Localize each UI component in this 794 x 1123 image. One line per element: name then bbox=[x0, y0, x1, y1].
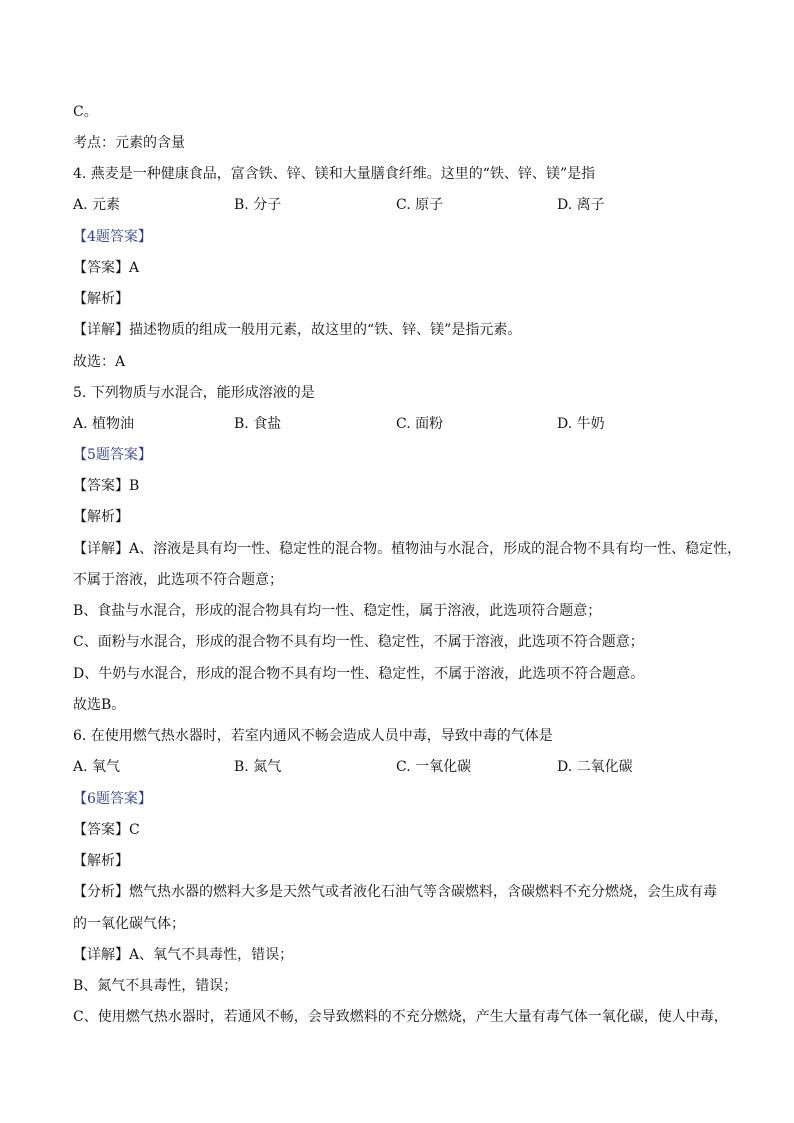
question-4-option-b: B. 分子 bbox=[234, 197, 282, 213]
question-5-analysis-label: 【解析】 bbox=[73, 509, 129, 525]
question-4-answer: 【答案】A bbox=[73, 260, 140, 276]
question-4-option-c: C. 原子 bbox=[396, 197, 444, 213]
question-5-option-a: A. 植物油 bbox=[73, 416, 135, 432]
question-6-stem: 6. 在使用燃气热水器时，若室内通风不畅会造成人员中毒，导致中毒的气体是 bbox=[73, 728, 553, 744]
question-5-detail-c: C、面粉与水混合，形成的混合物不具有均一性、稳定性，不属于溶液，此选项不符合题意； bbox=[73, 634, 644, 650]
question-6-analysis-label: 【解析】 bbox=[73, 853, 129, 869]
question-5-stem: 5. 下列物质与水混合，能形成溶液的是 bbox=[73, 385, 315, 401]
question-6-option-d: D. 二氧化碳 bbox=[557, 759, 633, 775]
question-4-option-a: A. 元素 bbox=[73, 197, 121, 213]
question-4-selection: 故选：A bbox=[73, 354, 126, 370]
question-5-answer: 【答案】B bbox=[73, 478, 140, 494]
question-4-option-d: D. 离子 bbox=[557, 197, 605, 213]
question-5-detail-d: D、牛奶与水混合，形成的混合物不具有均一性、稳定性，不属于溶液，此选项不符合题意。 bbox=[73, 666, 645, 682]
question-5-answer-heading: 【5题答案】 bbox=[73, 447, 152, 463]
question-6-analysis-line-1: 【分析】燃气热水器的燃料大多是天然气或者液化石油气等含碳燃料，含碳燃料不充分燃烧，会生成有毒 bbox=[73, 884, 717, 900]
question-4-answer-heading: 【4题答案】 bbox=[73, 229, 152, 245]
question-6-option-c: C. 一氧化碳 bbox=[396, 759, 472, 775]
question-5-option-c: C. 面粉 bbox=[396, 416, 444, 432]
question-6-detail-c: C、使用燃气热水器时，若通风不畅，会导致燃料的不充分燃烧，产生大量有毒气体一氧化碳，使人中毒， bbox=[73, 1009, 728, 1025]
question-5-detail-line-2: 不属于溶液，此选项不符合题意； bbox=[73, 572, 283, 588]
question-6-answer: 【答案】C bbox=[73, 822, 140, 838]
question-6-option-b: B. 氮气 bbox=[234, 759, 282, 775]
question-5-selection: 故选B。 bbox=[73, 697, 126, 713]
question-6-analysis-line-2: 的一氧化碳气体； bbox=[73, 916, 185, 932]
question-5-option-b: B. 食盐 bbox=[234, 416, 282, 432]
question-6-answer-heading: 【6题答案】 bbox=[73, 791, 152, 807]
question-4-stem: 4. 燕麦是一种健康食品，富含铁、锌、镁和大量膳食纤维。这里的“铁、锌、镁”是指 bbox=[73, 166, 596, 182]
question-4-detail: 【详解】描述物质的组成一般用元素，故这里的“铁、锌、镁”是指元素。 bbox=[73, 322, 522, 338]
question-6-detail-a: 【详解】A、氧气不具毒性，错误； bbox=[73, 947, 294, 963]
question-5-detail-line-1: 【详解】A、溶液是具有均一性、稳定性的混合物。植物油与水混合，形成的混合物不具有均一性、稳定性， bbox=[73, 541, 742, 557]
question-6-option-a: A. 氧气 bbox=[73, 759, 121, 775]
question-5-detail-b: B、食盐与水混合，形成的混合物具有均一性、稳定性，属于溶液，此选项符合题意； bbox=[73, 603, 602, 619]
knowledge-point: 考点：元素的含量 bbox=[73, 135, 185, 151]
question-6-detail-b: B、氮气不具毒性，错误； bbox=[73, 978, 238, 994]
question-5-option-d: D. 牛奶 bbox=[557, 416, 605, 432]
answer-continuation: C。 bbox=[73, 104, 98, 120]
question-4-analysis-label: 【解析】 bbox=[73, 291, 129, 307]
